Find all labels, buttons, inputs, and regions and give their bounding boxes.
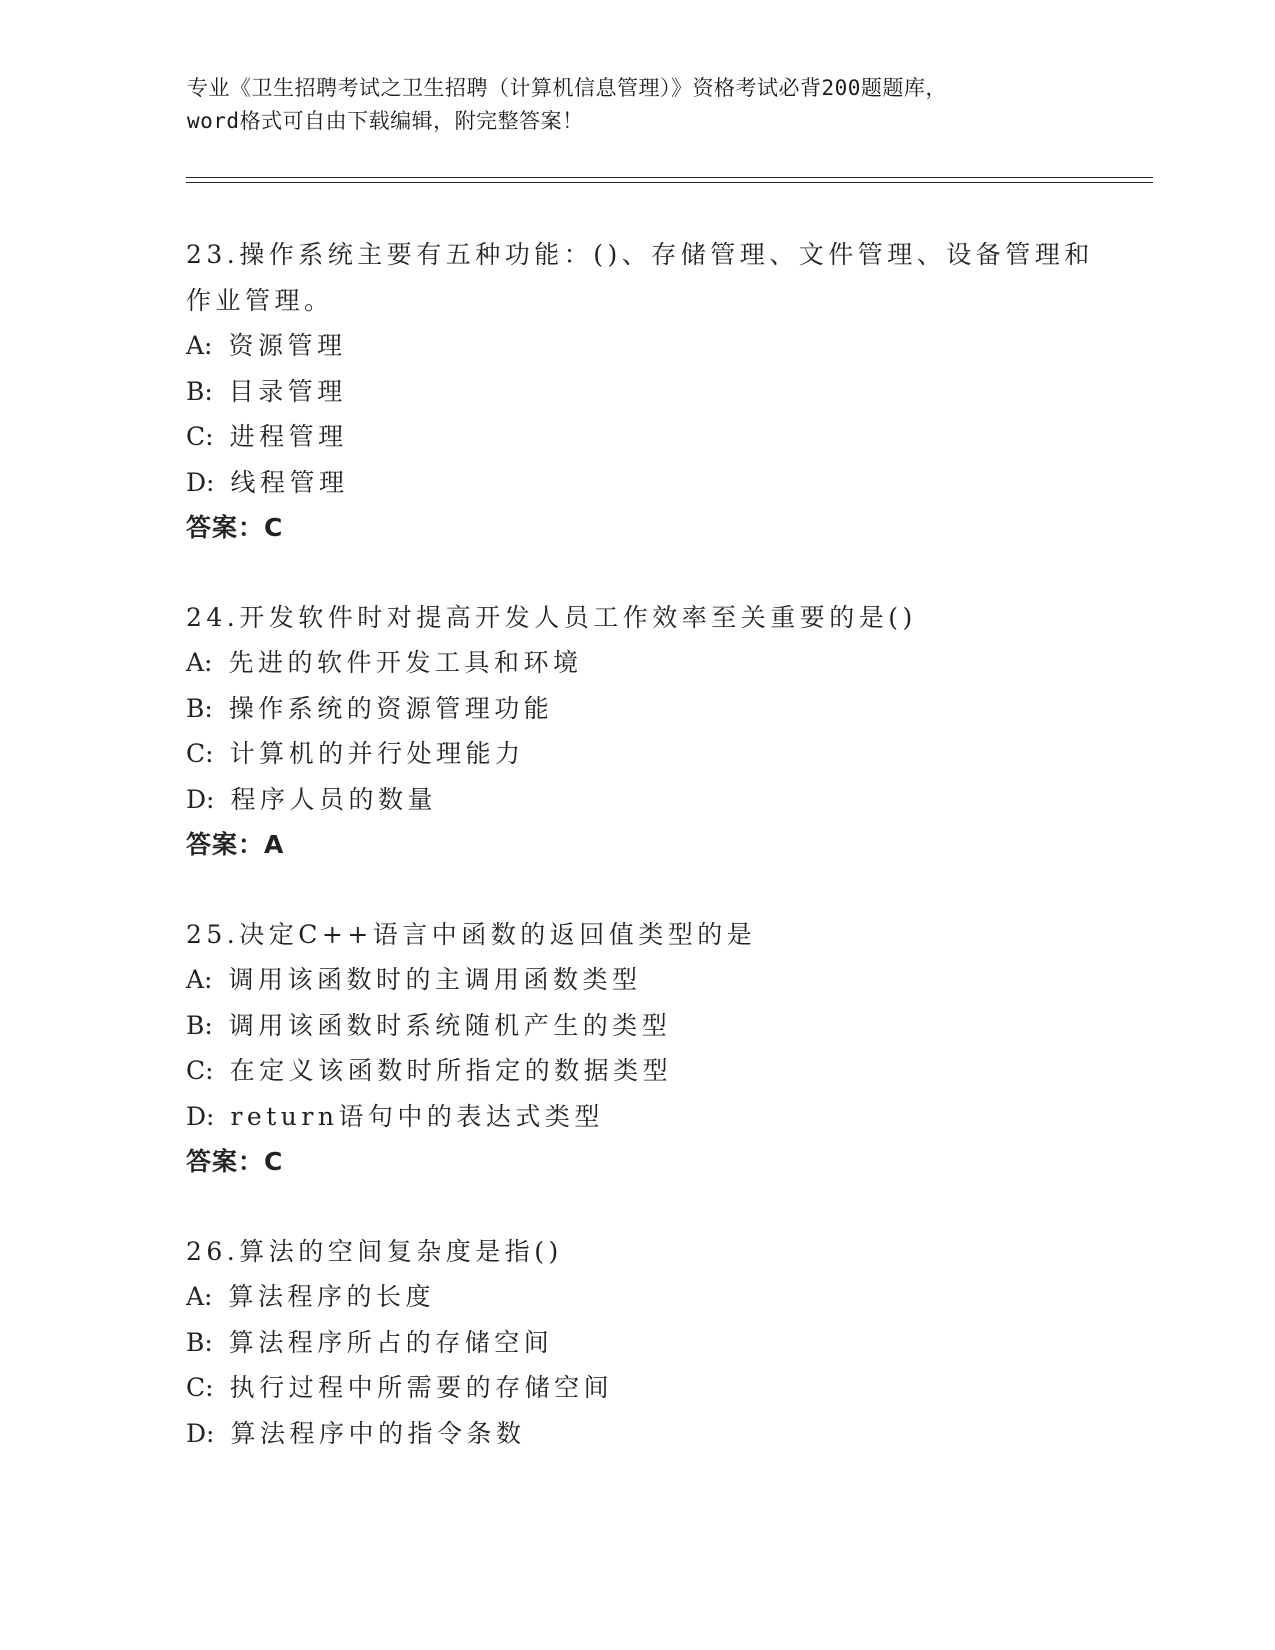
option-a <box>186 323 1146 369</box>
answer-label: 答案：A <box>186 830 285 859</box>
option-letter: C: <box>186 1373 214 1402</box>
option-letter: B: <box>186 1327 213 1357</box>
option-text: 算法程序的长度 <box>228 1282 435 1311</box>
header-divider-top <box>186 177 1153 178</box>
option-letter: A: <box>186 1282 213 1311</box>
option-text: 调用该函数时系统随机产生的类型 <box>228 1010 672 1040</box>
answer-label: 答案：C <box>186 513 284 542</box>
option-text: 操作系统的资源管理功能 <box>228 693 554 723</box>
question-stem: 24.开发软件时对提高开发人员工作效率至关重要的是() <box>186 602 917 632</box>
option-text: 进程管理 <box>229 422 348 451</box>
header-divider-bottom <box>186 182 1153 183</box>
option-letter: C: <box>186 1056 214 1085</box>
option-text: return语句中的表达式类型 <box>230 1101 604 1131</box>
option-text: 资源管理 <box>228 331 347 360</box>
question-stem: 26.算法的空间复杂度是指() <box>186 1236 563 1266</box>
option-c <box>186 1365 1146 1411</box>
option-d <box>186 777 1146 823</box>
option-c <box>186 414 1146 460</box>
option-text: 执行过程中所需要的存储空间 <box>229 1373 614 1402</box>
option-text: 调用该函数时的主调用函数类型 <box>228 965 642 994</box>
option-letter: D: <box>186 1101 215 1131</box>
option-text: 先进的软件开发工具和环境 <box>228 648 583 677</box>
option-text: 目录管理 <box>228 376 347 406</box>
option-letter: D: <box>186 784 215 814</box>
question-list <box>186 232 1146 1500</box>
question-24 <box>186 595 1146 868</box>
option-letter: A: <box>186 965 213 994</box>
option-text: 算法程序所占的存储空间 <box>228 1327 554 1357</box>
question-26 <box>186 1229 1146 1457</box>
document-header <box>187 72 1087 138</box>
option-b <box>186 1003 1146 1049</box>
option-letter: A: <box>186 648 213 677</box>
option-letter: A: <box>186 331 213 360</box>
question-23 <box>186 232 1146 551</box>
option-c <box>186 1048 1146 1094</box>
option-letter: B: <box>186 1010 213 1040</box>
option-b <box>186 1320 1146 1366</box>
option-letter: D: <box>186 467 215 497</box>
option-a <box>186 1274 1146 1320</box>
option-letter: B: <box>186 693 213 723</box>
answer-label: 答案：C <box>186 1147 284 1176</box>
option-b <box>186 369 1146 415</box>
option-letter: C: <box>186 422 214 451</box>
question-stem: 23.操作系统主要有五种功能：()、存储管理、文件管理、设备管理和 <box>186 240 1094 269</box>
question-stem-continued: 作业管理。 <box>186 285 334 315</box>
header-line-2: word格式可自由下载编辑，附完整答案！ <box>187 109 584 133</box>
option-text: 程序人员的数量 <box>230 784 437 814</box>
option-text: 线程管理 <box>230 467 349 497</box>
option-c <box>186 731 1146 777</box>
option-text: 在定义该函数时所指定的数据类型 <box>229 1056 673 1085</box>
header-line-1: 专业《卫生招聘考试之卫生招聘（计算机信息管理）》资格考试必背200题题库， <box>187 76 947 100</box>
option-d <box>186 460 1146 506</box>
option-text: 计算机的并行处理能力 <box>229 739 525 768</box>
option-letter: D: <box>186 1418 215 1448</box>
option-d <box>186 1094 1146 1140</box>
option-letter: C: <box>186 739 214 768</box>
option-letter: B: <box>186 376 213 406</box>
question-25 <box>186 912 1146 1185</box>
option-a <box>186 640 1146 686</box>
option-b <box>186 686 1146 732</box>
question-stem: 25.决定C++语言中函数的返回值类型的是 <box>186 919 757 949</box>
option-a <box>186 957 1146 1003</box>
option-text: 算法程序中的指令条数 <box>230 1418 526 1448</box>
option-d <box>186 1411 1146 1457</box>
